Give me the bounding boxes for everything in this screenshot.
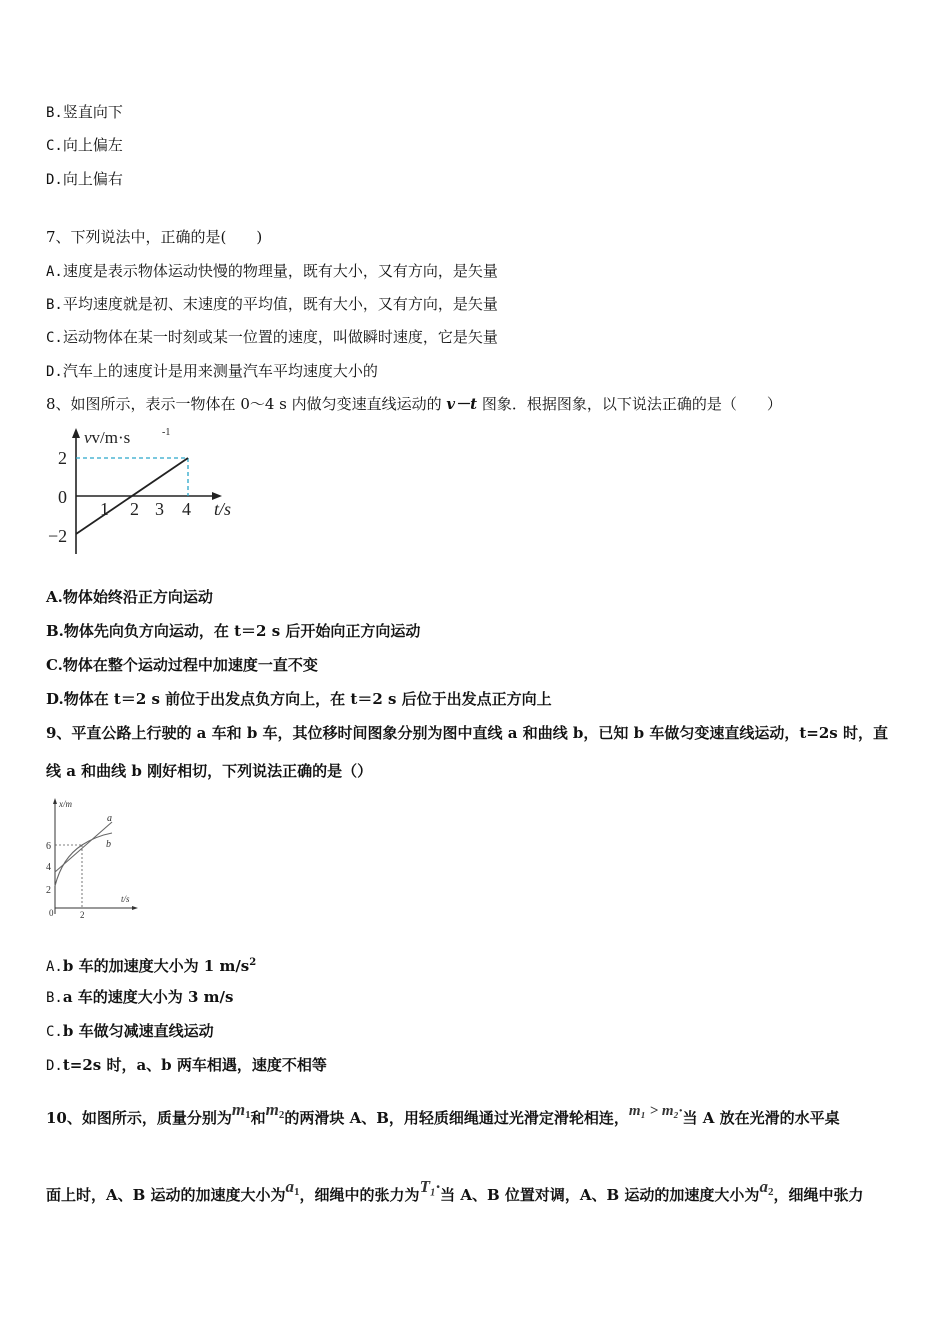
q6-option-c: C.向上偏左 xyxy=(46,136,123,154)
q9-ytick-6: 6 xyxy=(46,841,51,852)
q9-stem-line1: 9、平直公路上行驶的 a 车和 b 车，其位移时间图象分别为图中直线 a 和曲线 b，已知 b 车做匀变速直线运动，t=2s 时，直 xyxy=(46,724,888,742)
q9-label-b: b xyxy=(106,839,111,850)
q7-option-b: B.平均速度就是初、末速度的平均值，既有大小，又有方向，是矢量 xyxy=(46,295,498,313)
q8-stem: 8、如图所示，表示一物体在 0～4 s 内做匀变速直线运动的 v－t 图象．根据图象，以下说法正确的是（ ） xyxy=(46,395,782,413)
q8-xtick-2: 2 xyxy=(130,499,139,519)
q10-T1: T₁· xyxy=(419,1177,441,1196)
q8-option-c: C.物体在整个运动过程中加速度一直不变 xyxy=(46,656,318,674)
q6-option-d: D.向上偏右 xyxy=(46,170,123,188)
q8-ytick-2: 2 xyxy=(58,448,67,468)
q10-m2: $m_2$ xyxy=(265,1100,285,1121)
q8-y-axis-exp: -1 xyxy=(162,427,171,438)
q8-vt-graph xyxy=(44,424,244,560)
q7-stem: 7、下列说法中，正确的是( ) xyxy=(46,228,263,246)
q8-option-a: A.物体始终沿正方向运动 xyxy=(46,588,213,606)
q8-ytick-0: 0 xyxy=(58,487,67,507)
q9-label-a: a xyxy=(107,813,112,824)
q9-ytick-4: 4 xyxy=(46,862,51,873)
q9-origin: 0 xyxy=(49,908,54,918)
q8-y-axis-label: vv/m·s xyxy=(84,428,131,447)
q9-xt-graph xyxy=(44,796,144,922)
q8-ytick-neg2: −2 xyxy=(48,526,68,546)
q10-line2: 面上时，A、B 运动的加速度大小为$a_1$，细绳中的张力为T₁·当 A、B 位置对调，A、B 运动的加速度大小为$a_2$，细绳中张力 xyxy=(46,1177,864,1204)
q9-option-b: B.a 车的速度大小为 3 m/s xyxy=(46,988,234,1006)
q10-a2: $a_2$ xyxy=(759,1177,774,1198)
q9-y-axis-label: x/m xyxy=(59,799,72,809)
q8-xtick-3: 3 xyxy=(155,499,164,519)
q7-option-c: C.运动物体在某一时刻或某一位置的速度，叫做瞬时速度，它是矢量 xyxy=(46,328,498,346)
q8-xtick-4: 4 xyxy=(182,499,191,519)
q7-option-a: A.速度是表示物体运动快慢的物理量，既有大小，又有方向，是矢量 xyxy=(46,262,498,280)
q9-option-d: D.t=2s 时，a、b 两车相遇，速度不相等 xyxy=(46,1056,327,1074)
q6-option-b: B.竖直向下 xyxy=(46,103,123,121)
q8-xtick-1: 1 xyxy=(100,499,109,519)
q8-option-d: D.物体在 t＝2 s 前位于出发点负方向上，在 t＝2 s 后位于出发点正方向上 xyxy=(46,690,552,708)
q9-option-a: A.b 车的加速度大小为 1 $m/s^2$ xyxy=(46,957,257,975)
q7-option-d: D.汽车上的速度计是用来测量汽车平均速度大小的 xyxy=(46,362,378,380)
q9-xtick-2: 2 xyxy=(80,910,85,920)
q8-option-b: B.物体先向负方向运动，在 t＝2 s 后开始向正方向运动 xyxy=(46,622,421,640)
q10-a1: $a_1$ xyxy=(285,1177,300,1198)
q9-stem-line2: 线 a 和曲线 b 刚好相切，下列说法正确的是（） xyxy=(46,762,373,780)
q9-option-c: C.b 车做匀减速直线运动 xyxy=(46,1022,214,1040)
q10-m1: $m_1$ xyxy=(231,1100,251,1121)
q9-ytick-2: 2 xyxy=(46,885,51,896)
q9-x-axis-label: t/s xyxy=(121,894,130,904)
q10-condition: m₁ > m₂· xyxy=(628,1103,683,1119)
q10-line1: 10、如图所示，质量分别为$m_1$和$m_2$的两滑块 A、B，用轻质细绳通过光滑定滑轮相连，m₁ > m₂·当 A 放在光滑的水平桌 xyxy=(46,1100,840,1127)
q8-x-axis-label: t/s xyxy=(214,499,232,519)
